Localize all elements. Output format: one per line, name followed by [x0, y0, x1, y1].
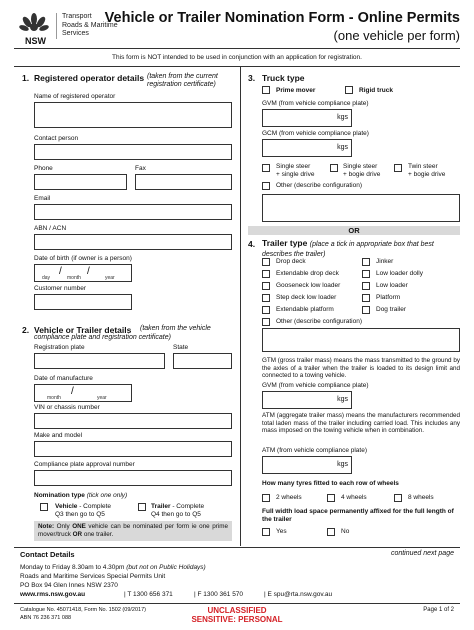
- operator-name-label: Name of registered operator: [34, 93, 116, 100]
- dom-year-hint: year: [97, 395, 107, 401]
- contact-address: PO Box 94 Glen Innes NSW 2370: [20, 582, 118, 589]
- contact-unit: Roads and Maritime Services Special Permits Unit: [20, 573, 166, 580]
- classification-marking: [0, 606, 474, 624]
- full-width-label: Full width load space permanently affixed for the full length of the trailer: [262, 508, 454, 523]
- rego-label: Registration plate: [34, 344, 85, 351]
- tyres-4-checkbox[interactable]: [327, 494, 335, 502]
- operator-name-field[interactable]: [34, 102, 232, 128]
- section-1-number: 1.: [22, 73, 30, 83]
- trailer-option-label: Low loader dolly: [376, 270, 423, 277]
- vin-field[interactable]: [34, 413, 232, 429]
- trailer-other-field[interactable]: [262, 328, 460, 352]
- contact-person-field[interactable]: [34, 144, 232, 160]
- rego-field[interactable]: [34, 353, 165, 369]
- dob-slash-2: /: [87, 266, 90, 277]
- continued-label: continued next page: [390, 550, 454, 557]
- contact-rule: [14, 547, 460, 548]
- section-2-subtitle-b: compliance plate and registration certificate): [34, 334, 171, 341]
- abn-field[interactable]: [34, 234, 232, 250]
- atm-field[interactable]: [262, 456, 352, 474]
- fax-field[interactable]: [135, 174, 232, 190]
- trailer-option-checkbox-3[interactable]: [362, 270, 370, 278]
- trailer-option-checkbox-4[interactable]: [262, 282, 270, 290]
- dom-month-hint: month: [47, 395, 61, 401]
- gvm-field[interactable]: [262, 109, 352, 127]
- atm-definition: ATM (aggregate trailer mass) means the manufacturers recommended total laden mass of the trailer including carried load. This includes any mass imposed on the towing vehicle when in combination.: [262, 412, 460, 435]
- full-width-no-label: No: [341, 528, 350, 535]
- trailer-gvm-field[interactable]: [262, 391, 352, 409]
- section-2-title: Vehicle or Trailer details: [34, 325, 132, 335]
- trailer-option-checkbox-0[interactable]: [262, 258, 270, 266]
- vehicle-nomination-checkbox[interactable]: [40, 503, 48, 511]
- rigid-truck-label: Rigid truck: [359, 87, 393, 94]
- trailer-option-checkbox-8[interactable]: [262, 306, 270, 314]
- customer-number-field[interactable]: [34, 294, 132, 310]
- trailer-option-checkbox-7[interactable]: [362, 294, 370, 302]
- vin-label: VIN or chassis number: [34, 404, 100, 411]
- single-steer-bogie-drive-label: Single steer + bogie drive: [343, 163, 381, 178]
- classification-line-1: UNCLASSIFIED: [207, 606, 267, 615]
- trailer-option-checkbox-9[interactable]: [362, 306, 370, 314]
- dob-slash-1: /: [59, 266, 62, 277]
- page-number: Page 1 of 2: [423, 607, 454, 613]
- agency-line-1: Transport: [62, 13, 92, 20]
- gvm-label: GVM (from vehicle compliance plate): [262, 100, 369, 107]
- email-label: Email: [34, 195, 51, 202]
- vehicle-nomination-label: Vehicle - Complete Q3 then go to Q5: [55, 503, 112, 518]
- contact-web-link[interactable]: www.rms.nsw.gov.au: [20, 591, 86, 598]
- catalogue-number: Catalogue No. 45071418, Form No. 1502 (09/2017): [20, 607, 146, 613]
- contact-phone: | T 1300 656 371: [124, 591, 173, 598]
- contact-email-link[interactable]: | E spu@rta.nsw.gov.au: [264, 591, 333, 598]
- section-2-number: 2.: [22, 325, 30, 335]
- tyres-2-checkbox[interactable]: [262, 494, 270, 502]
- tyres-option-label: 4 wheels: [341, 494, 367, 501]
- abn-number: ABN 76 236 371 088: [20, 615, 72, 621]
- gcm-label: GCM (from vehicle compliance plate): [262, 130, 369, 137]
- phone-field[interactable]: [34, 174, 127, 190]
- single-steer-bogie-drive-checkbox[interactable]: [330, 164, 338, 172]
- trailer-nomination-label: Trailer - Complete Q4 then go to Q5: [151, 503, 205, 518]
- truck-other-field[interactable]: [262, 194, 460, 222]
- form-notice: This form is NOT intended to be used in conjunction with an application for registration.: [112, 54, 362, 61]
- trailer-option-label: Low loader: [376, 282, 408, 289]
- full-width-yes-label: Yes: [276, 528, 287, 535]
- atm-kgs-unit: kgs: [337, 461, 348, 468]
- tyres-8-checkbox[interactable]: [394, 494, 402, 502]
- trailer-option-label: Extendable platform: [276, 306, 334, 313]
- trailer-gvm-kgs-unit: kgs: [337, 396, 348, 403]
- trailer-option-label: Extendable drop deck: [276, 270, 339, 277]
- tyres-label: How many tyres fitted to each row of wheels: [262, 480, 399, 487]
- contact-fax: | F 1300 361 570: [194, 591, 244, 598]
- abn-label: ABN / ACN: [34, 225, 67, 232]
- section-2-subtitle-a: (taken from the vehicle: [140, 325, 211, 332]
- contact-title: Contact Details: [20, 550, 75, 559]
- trailer-option-label: Step deck low loader: [276, 294, 337, 301]
- trailer-option-label: Platform: [376, 294, 401, 301]
- dom-slash: /: [71, 386, 74, 397]
- logo-text: NSW: [25, 36, 46, 46]
- dob-year-hint: year: [105, 275, 115, 281]
- truck-other-label: Other (describe configuration): [276, 182, 362, 189]
- approval-number-label: Compliance plate approval number: [34, 461, 135, 468]
- rigid-truck-checkbox[interactable]: [345, 86, 353, 94]
- fax-label: Fax: [135, 165, 146, 172]
- dom-field[interactable]: [34, 384, 132, 402]
- approval-number-field[interactable]: [34, 470, 232, 486]
- nomination-type-label: Nomination type (tick one only): [34, 492, 128, 499]
- gcm-kgs-unit: kgs: [337, 144, 348, 151]
- nomination-note: Note: Only ONE vehicle can be nominated per form ie one prime mover/truck OR one trailer.: [34, 521, 232, 541]
- classification-line-2: SENSITIVE: PERSONAL: [191, 615, 283, 624]
- column-divider: [240, 66, 241, 546]
- form-title: Vehicle or Trailer Nomination Form - Online Permits: [104, 10, 460, 26]
- truck-other-checkbox[interactable]: [262, 182, 270, 190]
- atm-label: ATM (from vehicle compliance plate): [262, 447, 367, 454]
- trailer-nomination-checkbox[interactable]: [138, 503, 146, 511]
- contact-person-label: Contact person: [34, 135, 79, 142]
- notice-rule: [14, 66, 460, 67]
- gvm-kgs-unit: kgs: [337, 114, 348, 121]
- phone-label: Phone: [34, 165, 53, 172]
- dom-label: Date of manufacture: [34, 375, 93, 382]
- make-model-field[interactable]: [34, 441, 232, 457]
- form-subtitle: (one vehicle per form): [333, 28, 460, 43]
- full-width-no-checkbox[interactable]: [327, 528, 335, 536]
- agency-line-3: Services: [62, 30, 89, 37]
- single-steer-single-drive-checkbox[interactable]: [262, 164, 270, 172]
- single-steer-single-drive-label: Single steer + single drive: [276, 163, 315, 178]
- customer-number-label: Customer number: [34, 285, 87, 292]
- twin-steer-bogie-drive-checkbox[interactable]: [394, 164, 402, 172]
- make-model-label: Make and model: [34, 432, 83, 439]
- section-1-subtitle: (taken from the current registration certificate): [147, 73, 218, 88]
- tyres-option-label: 2 wheels: [276, 494, 302, 501]
- email-field[interactable]: [34, 204, 232, 220]
- section-4-number: 4.: [248, 239, 256, 249]
- contact-hours: Monday to Friday 8.30am to 4.30pm (but not on Public Holidays): [20, 564, 206, 571]
- nsw-waratah-logo: [14, 10, 54, 48]
- section-1-title: Registered operator details: [34, 73, 145, 83]
- dob-month-hint: month: [67, 275, 81, 281]
- dob-label: Date of birth (if owner is a person): [34, 255, 132, 262]
- prime-mover-label: Prime mover: [276, 87, 316, 94]
- trailer-option-checkbox-2[interactable]: [262, 270, 270, 278]
- prime-mover-checkbox[interactable]: [262, 86, 270, 94]
- dob-field[interactable]: [34, 264, 132, 282]
- section-3-title: Truck type: [262, 73, 305, 83]
- trailer-option-label: Gooseneck low loader: [276, 282, 341, 289]
- trailer-option-checkbox-1[interactable]: [362, 258, 370, 266]
- agency-line-2: Roads & Maritime: [62, 21, 118, 29]
- trailer-option-label: Jinker: [376, 258, 394, 265]
- trailer-other-label: Other (describe configuration): [276, 318, 362, 325]
- section-3-number: 3.: [248, 73, 256, 83]
- gcm-field[interactable]: [262, 139, 352, 157]
- full-width-yes-checkbox[interactable]: [262, 528, 270, 536]
- state-label: State: [173, 344, 189, 351]
- dob-day-hint: day: [42, 275, 51, 281]
- trailer-option-checkbox-5[interactable]: [362, 282, 370, 290]
- gtm-definition: GTM (gross trailer mass) means the mass transmitted to the ground by the axles of a trailer when the trailer is loaded to its design limit and connected to a towing vehicle.: [262, 357, 460, 380]
- tyres-option-label: 8 wheels: [408, 494, 434, 501]
- trailer-option-checkbox-6[interactable]: [262, 294, 270, 302]
- trailer-other-checkbox[interactable]: [262, 318, 270, 326]
- trailer-gvm-label: GVM (from vehicle compliance plate): [262, 382, 369, 389]
- footer-rule: [14, 603, 460, 604]
- state-field[interactable]: [173, 353, 232, 369]
- twin-steer-bogie-drive-label: Twin steer + bogie drive: [408, 163, 446, 178]
- trailer-option-label: Drop deck: [276, 258, 306, 265]
- or-separator: OR: [248, 226, 460, 235]
- section-4-title: Trailer type (place a tick in appropriate box that best describes the trailer): [262, 238, 434, 258]
- header-rule: [14, 48, 460, 49]
- trailer-option-label: Dog trailer: [376, 306, 406, 313]
